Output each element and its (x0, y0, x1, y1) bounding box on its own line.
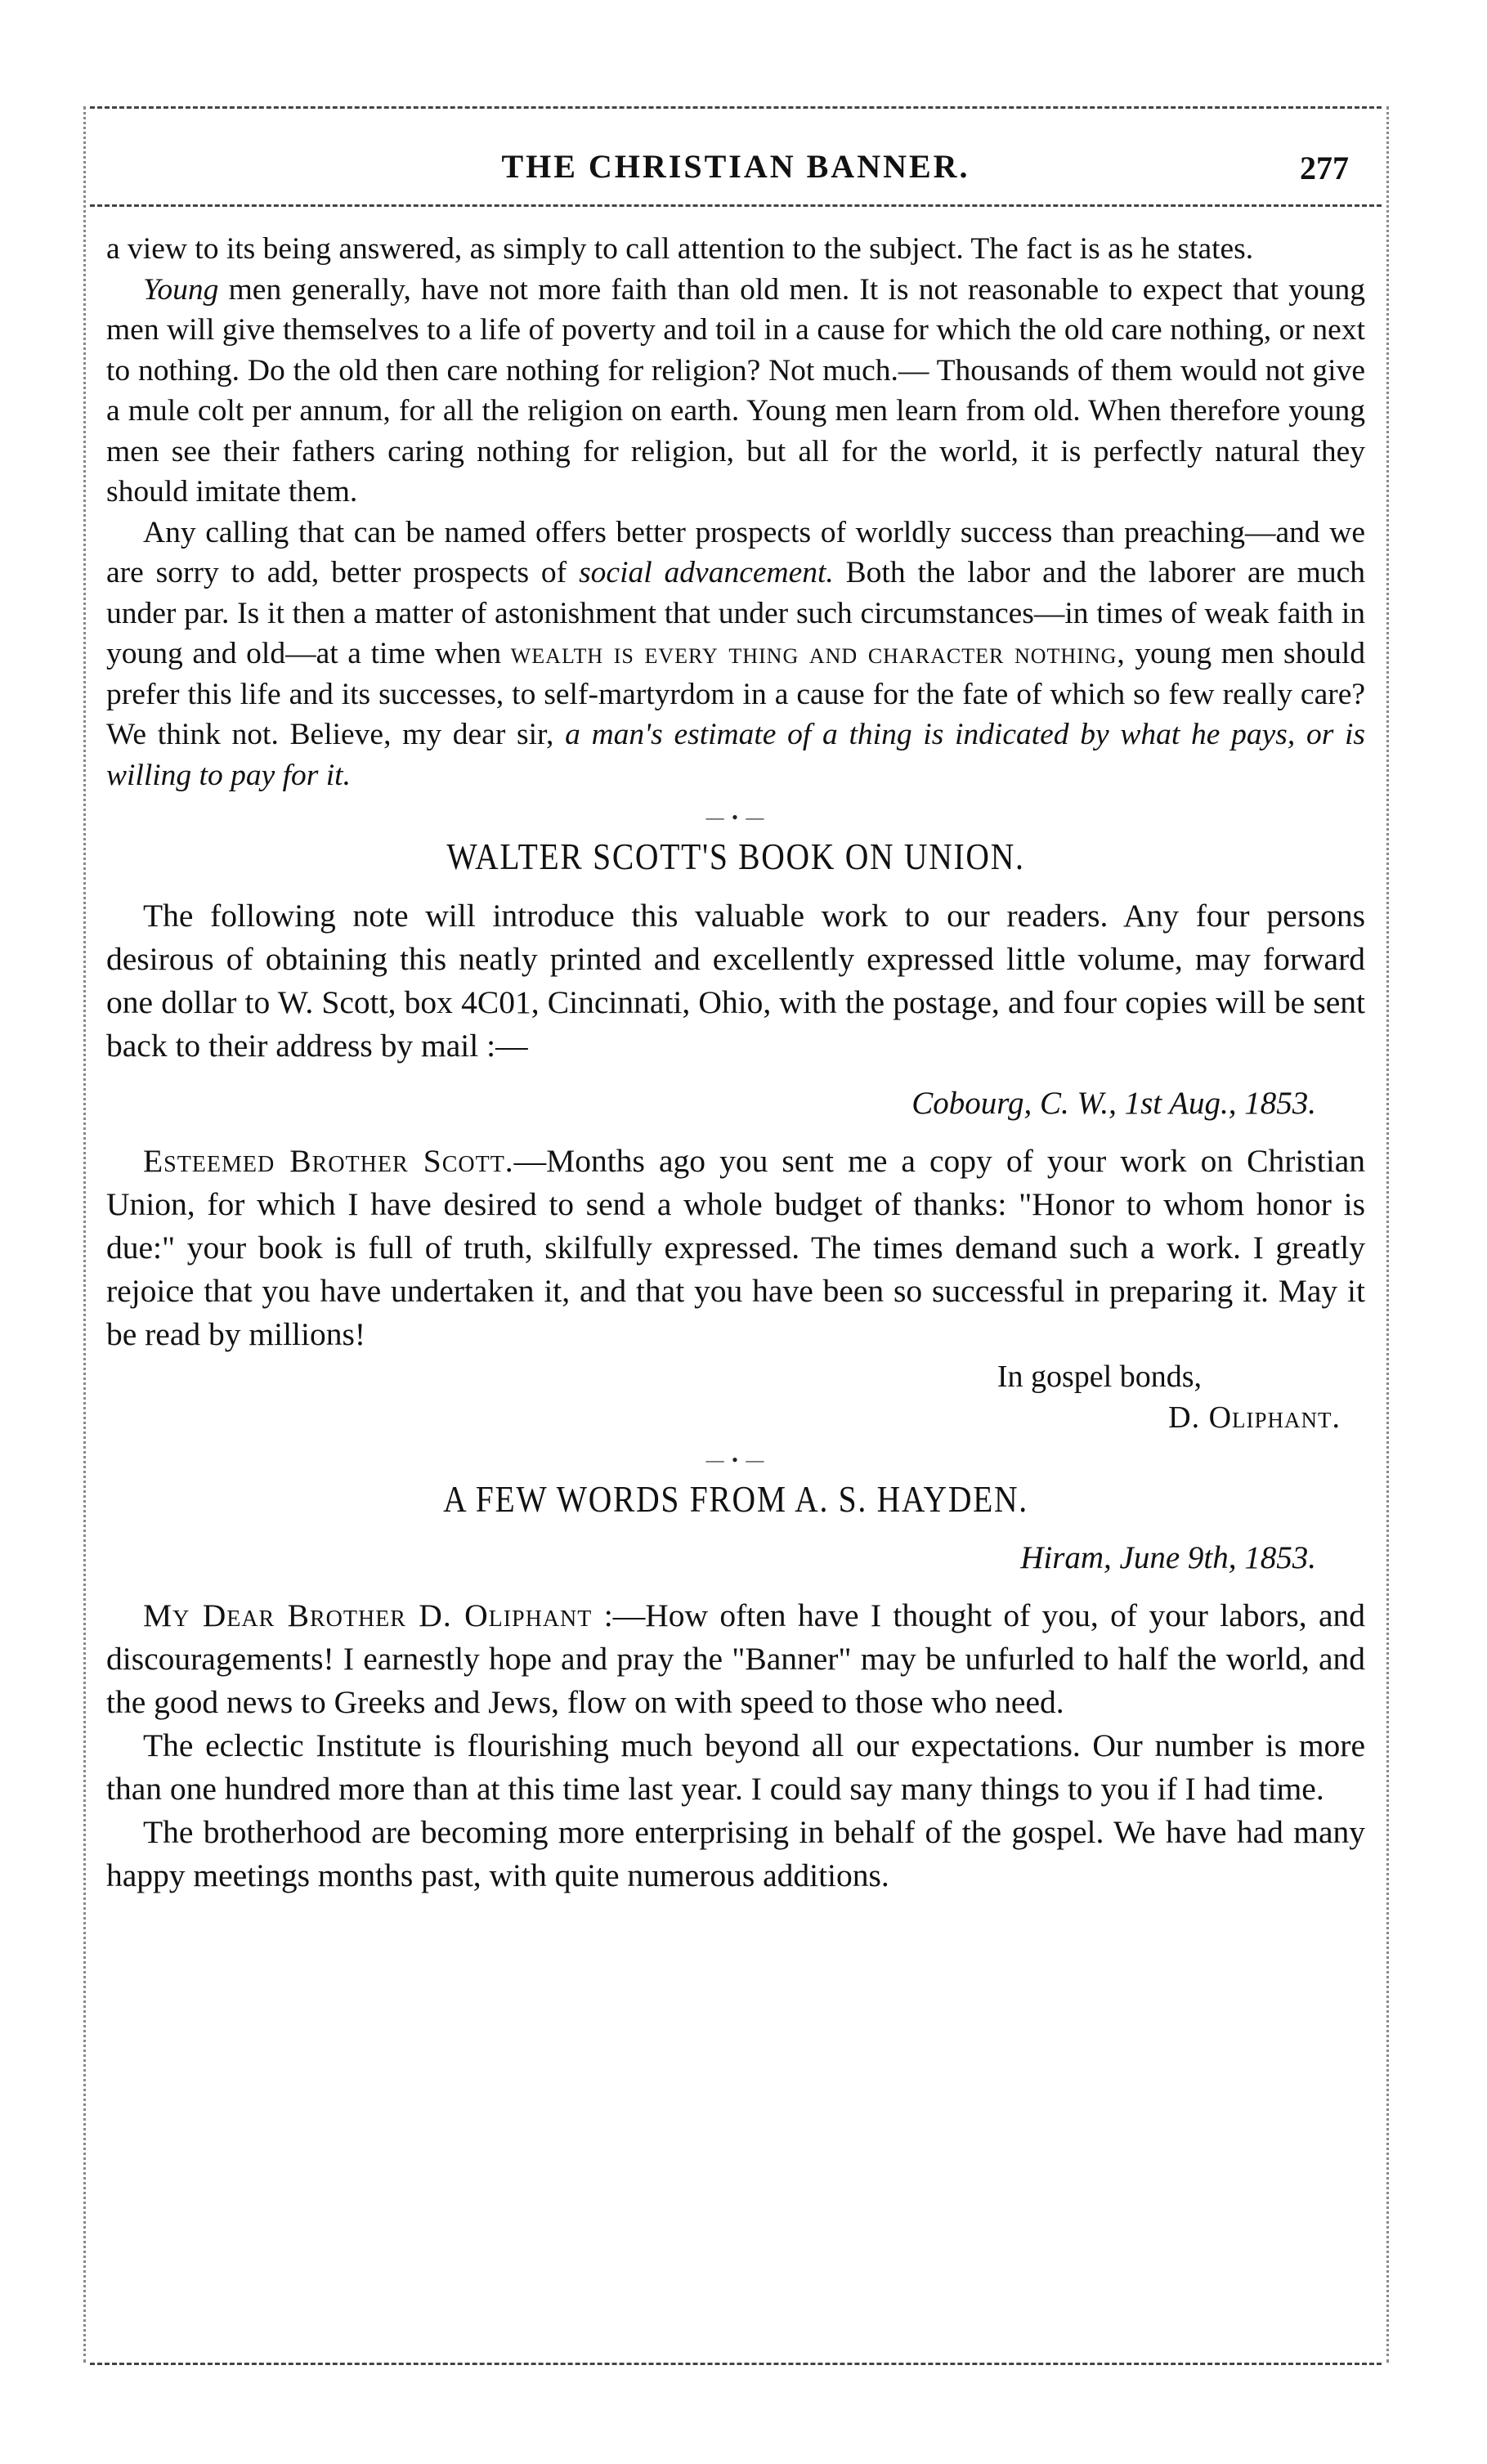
article2-dateline: Cobourg, C. W., 1st Aug., 1853. (911, 1086, 1316, 1121)
bottom-rule (90, 2363, 1382, 2365)
article2-paragraph-1: The following note will introduce this valuable work to our readers. Any four persons desirous of obtaining this neatly printed and excellently expressed little volume, may forward one dollar to W. Scott, box 4C01, Cincinnati, Ohio, with the postage, and four copies will be sent back to their address by mail :— (106, 898, 1365, 1064)
article1-p3-italic: social advancement. (579, 556, 834, 589)
article1-p1-text: a view to its being answered, as simply to call attention to the subject. The fact is as he states. (106, 232, 1254, 266)
article1-p3-c: young men should prefer this life and its successes, to self-martyrdom in a cause for the fate of which so few really care? We think not. Believe, my dear sir, (106, 637, 1365, 751)
article3-salutation: My Dear Brother D. Oliphant (143, 1597, 593, 1633)
top-rule (90, 106, 1382, 109)
article3-paragraph-2: The eclectic Institute is flourishing much beyond all our expectations. Our number is more than one hundred more than at this time last year. I could say many things to you if I had time. (106, 1727, 1365, 1807)
header-rule (90, 204, 1382, 207)
article2-title: WALTER SCOTT'S BOOK ON UNION. (446, 836, 1025, 877)
running-head (90, 147, 1382, 196)
article3-dateline: Hiram, June 9th, 1853. (1020, 1540, 1316, 1575)
article2-letter-body: —Months ago you sent me a copy of your work on Christian Union, for which I have desired to send a whole budget of thanks: "Honor to whom honor is due:" your book is full of truth, skilfully expressed. The times demand such a work. I greatly rejoice that you have undertaken it, and that you have been so successful in preparing it. May it be read by millions! (106, 1143, 1365, 1352)
article3-paragraph-1 (106, 1594, 1365, 1724)
divider-ornament-2: — • — (705, 1449, 766, 1470)
article3-title: A FEW WORDS FROM A. S. HAYDEN. (443, 1478, 1028, 1520)
body-text (106, 229, 1365, 1897)
article2-letter-salutation: Esteemed Brother Scott. (143, 1143, 514, 1179)
article1-paragraph-1 (106, 229, 1365, 270)
page-number: 277 (1300, 150, 1349, 186)
article2-closing: In gospel bonds, (997, 1360, 1202, 1394)
article1-paragraph-3 (106, 513, 1365, 796)
article2-letter (106, 1140, 1365, 1356)
right-border (1386, 106, 1389, 2363)
article1-p2-text: men generally, have not more faith than old men. It is not reasonable to expect that young men will give themselves to a life of poverty and toil in a cause for which the old care nothing, or next to nothing. Do the old then care nothing for religion? Not much.— Thousands of them would not give a mule colt per annum, for all the religion on earth. Young men learn from old. When therefore young men see their fathers caring nothing for religion, but all for the world, it is perfectly natural they should imitate them. (106, 272, 1366, 508)
article1-p3-italic-end: a man's estimate of a thing is indicated by what he pays, or is willing to pay for it. (106, 718, 1366, 792)
newspaper-page (90, 106, 1382, 2395)
publication-title: THE CHRISTIAN BANNER. (501, 148, 970, 185)
article1-p3-a: Any calling that can be named offers better prospects of worldly success than preaching—and we are sorry to add, better prospects of (106, 515, 1365, 589)
article1-p2-italic: Young (143, 272, 219, 307)
article2-signature: D. Oliphant. (1168, 1400, 1341, 1435)
article1-p3-b: Both the labor and the laborer are much under par. Is it then a matter of astonishment that under such circumstances—in times of weak faith in young and old—at a time when (106, 556, 1365, 670)
article3-paragraph-3: The brotherhood are becoming more enterprising in behalf of the gospel. We have had many happy meetings months past, with quite numerous additions. (106, 1814, 1365, 1893)
article3-p1-text: :—How often have I thought of you, of your labors, and discouragements! I earnestly hope and pray the "Banner" may be unfurled to half the world, and the good news to Greeks and Jews, flow on with speed to those who need. (106, 1597, 1366, 1720)
article1-paragraph-2 (106, 270, 1365, 513)
article1-p3-caps: wealth is every thing and character nothing, (510, 637, 1126, 670)
left-border (83, 106, 86, 2363)
divider-ornament-1: — • — (705, 807, 766, 827)
